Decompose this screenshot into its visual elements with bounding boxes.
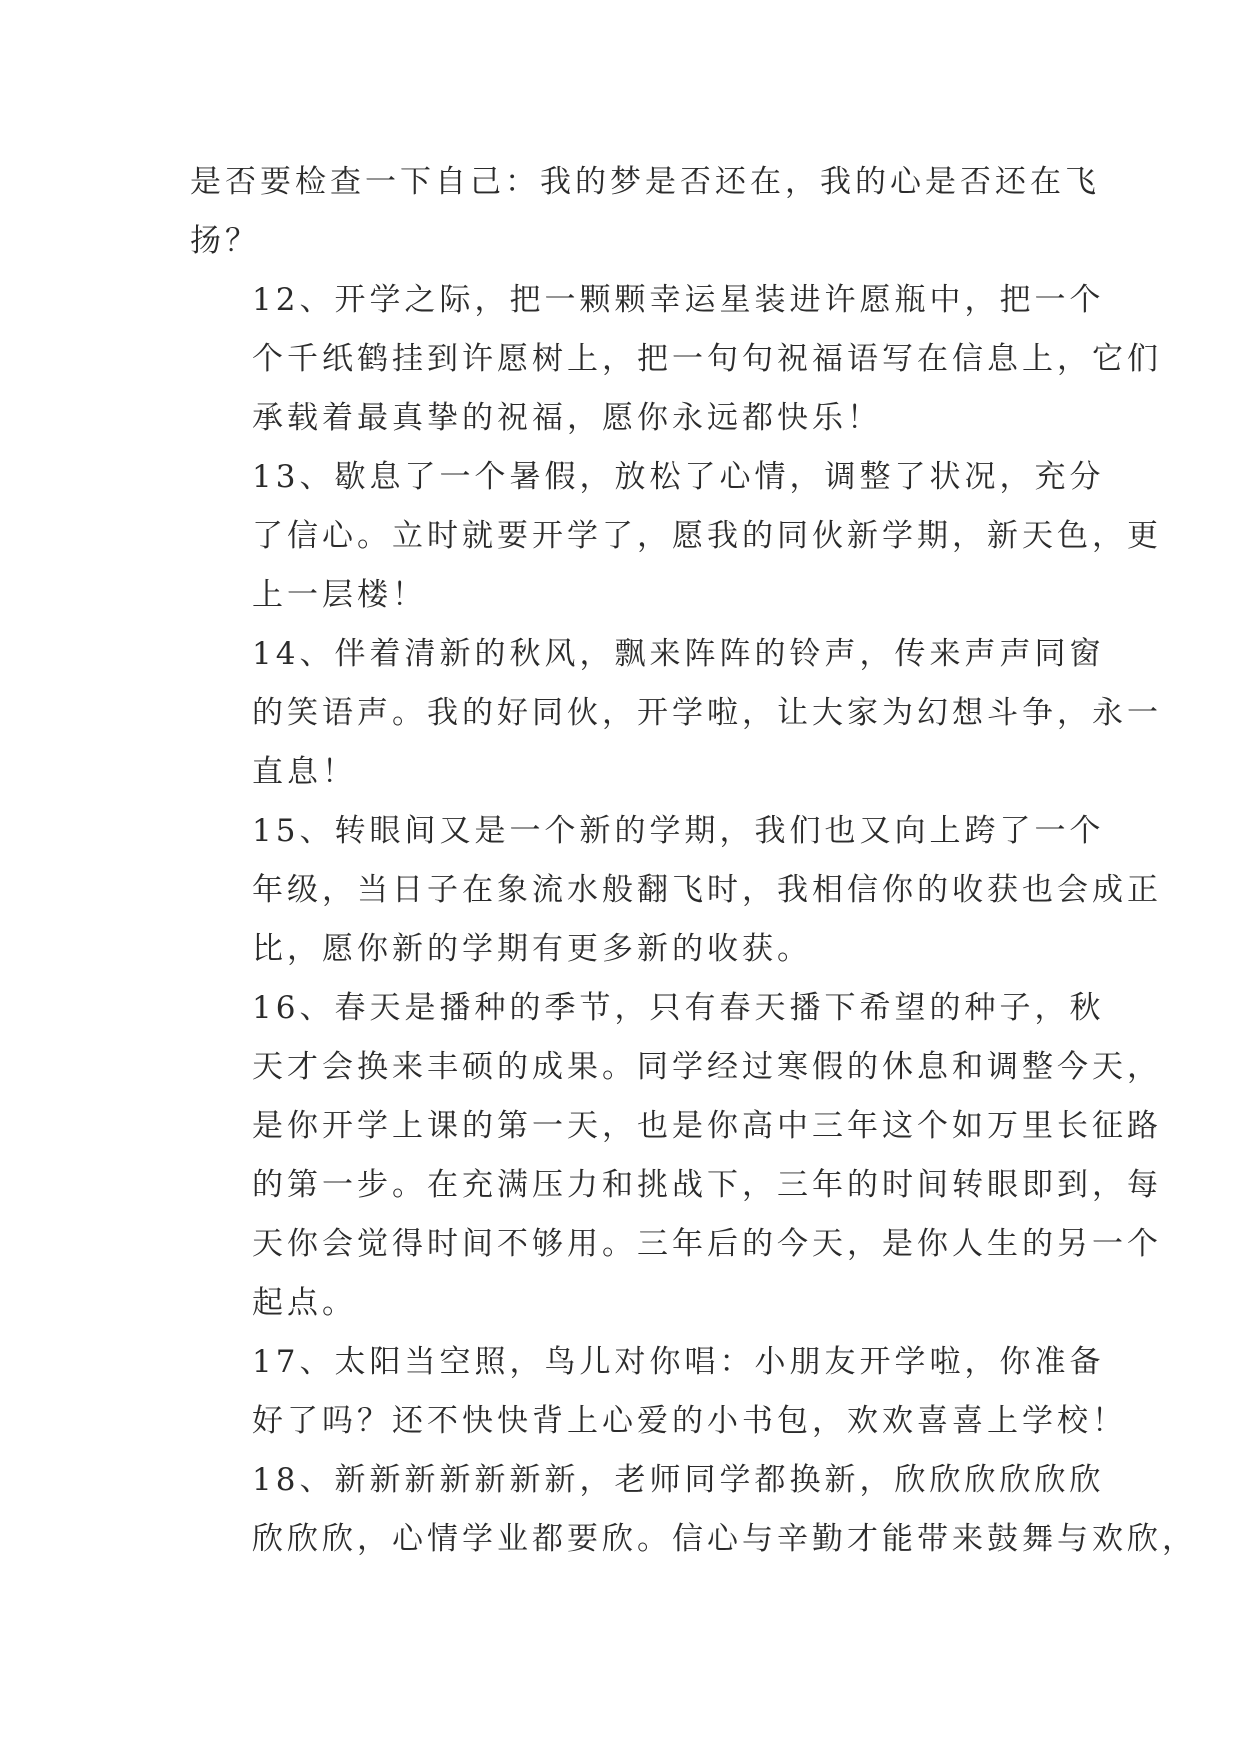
paragraph	[190, 448, 1162, 625]
paragraph	[190, 1333, 1127, 1451]
paragraph	[190, 625, 1162, 802]
text-line: 比，愿你新的学期有更多新的收获。	[252, 931, 812, 967]
text-line: 了信心。立时就要开学了，愿我的同伙新学期，新天色，更	[252, 518, 1162, 554]
paragraph	[190, 271, 1162, 448]
text-line: 15、转眼间又是一个新的学期，我们也又向上跨了一个	[252, 813, 1105, 849]
text-line: 承载着最真挚的祝福，愿你永远都快乐！	[252, 400, 882, 436]
text-line: 好了吗？还不快快背上心爱的小书包，欢欢喜喜上学校！	[252, 1403, 1127, 1439]
paragraph	[190, 802, 1162, 979]
text-line: 个千纸鹤挂到许愿树上，把一句句祝福语写在信息上，它们	[252, 341, 1162, 377]
text-line: 上一层楼！	[252, 577, 427, 613]
paragraph	[190, 1451, 1197, 1569]
text-line: 18、新新新新新新新，老师同学都换新，欣欣欣欣欣欣	[252, 1462, 1105, 1498]
text-line: 天你会觉得时间不够用。三年后的今天，是你人生的另一个	[252, 1226, 1162, 1262]
text-line: 14、伴着清新的秋风，飘来阵阵的铃声，传来声声同窗	[252, 636, 1105, 672]
text-line: 的笑语声。我的好同伙，开学啦，让大家为幻想斗争，永一	[252, 695, 1162, 731]
text-line: 17、太阳当空照，鸟儿对你唱：小朋友开学啦，你准备	[252, 1344, 1105, 1380]
text-line: 12、开学之际，把一颗颗幸运星装进许愿瓶中，把一个	[252, 282, 1105, 318]
text-line: 欣欣欣，心情学业都要欣。信心与辛勤才能带来鼓舞与欢欣，	[252, 1521, 1197, 1557]
text-line: 天才会换来丰硕的成果。同学经过寒假的休息和调整今天，	[252, 1049, 1162, 1085]
text-line: 直息！	[252, 754, 357, 790]
paragraph	[190, 153, 1100, 271]
text-line: 年级，当日子在象流水般翻飞时，我相信你的收获也会成正	[252, 872, 1162, 908]
text-line: 的第一步。在充满压力和挑战下，三年的时间转眼即到，每	[252, 1167, 1162, 1203]
text-line: 13、歇息了一个暑假，放松了心情，调整了状况，充分	[252, 459, 1105, 495]
paragraph	[190, 979, 1162, 1333]
document-body	[190, 153, 1197, 1569]
text-line: 16、春天是播种的季节，只有春天播下希望的种子，秋	[252, 990, 1105, 1026]
text-line: 是否要检查一下自己：我的梦是否还在，我的心是否还在飞	[190, 164, 1100, 200]
text-line: 是你开学上课的第一天，也是你高中三年这个如万里长征路	[252, 1108, 1162, 1144]
text-line: 起点。	[252, 1285, 357, 1321]
text-line: 扬？	[190, 223, 260, 259]
